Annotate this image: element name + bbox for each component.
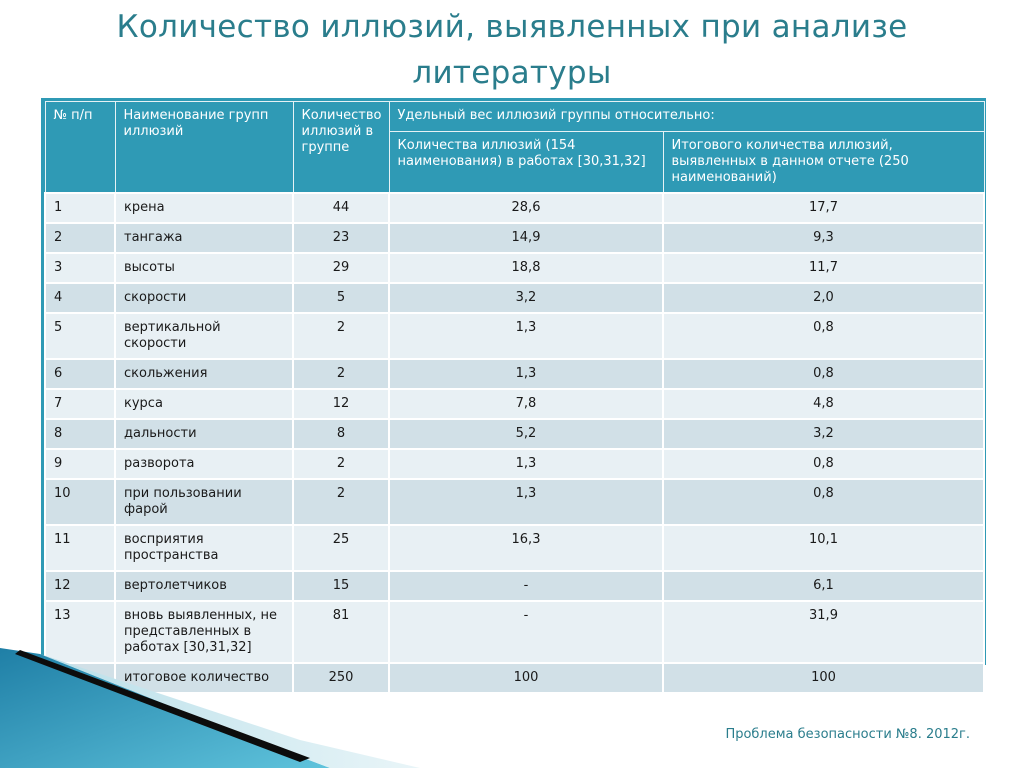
cell-rel1: 14,9 — [389, 223, 663, 253]
cell-name: курса — [115, 389, 293, 419]
illusions-table — [44, 101, 985, 694]
cell-num: 6 — [45, 359, 115, 389]
table-row — [45, 525, 984, 571]
header-rel1: Количества иллюзий (154 наименования) в работах [30,31,32] — [389, 132, 663, 194]
cell-count: 29 — [293, 253, 389, 283]
slide-title — [0, 4, 1024, 96]
cell-num: 9 — [45, 449, 115, 479]
cell-rel2: 3,2 — [663, 419, 984, 449]
cell-rel1: - — [389, 601, 663, 663]
table-body — [45, 193, 984, 693]
cell-num: 8 — [45, 419, 115, 449]
cell-num: 2 — [45, 223, 115, 253]
cell-num: 13 — [45, 601, 115, 663]
cell-rel2: 100 — [663, 663, 984, 693]
table-row — [45, 253, 984, 283]
cell-rel2: 4,8 — [663, 389, 984, 419]
cell-rel2: 9,3 — [663, 223, 984, 253]
table-row — [45, 283, 984, 313]
cell-num: 12 — [45, 571, 115, 601]
cell-count: 8 — [293, 419, 389, 449]
cell-count: 5 — [293, 283, 389, 313]
cell-name: высоты — [115, 253, 293, 283]
table-row — [45, 479, 984, 525]
cell-rel1: - — [389, 571, 663, 601]
slide-title-line-2: литературы — [412, 55, 612, 91]
cell-name: дальности — [115, 419, 293, 449]
cell-count: 81 — [293, 601, 389, 663]
cell-count: 250 — [293, 663, 389, 693]
cell-rel2: 0,8 — [663, 313, 984, 359]
cell-rel1: 7,8 — [389, 389, 663, 419]
cell-name: вертикальной скорости — [115, 313, 293, 359]
table-row — [45, 223, 984, 253]
cell-rel1: 5,2 — [389, 419, 663, 449]
table-row — [45, 419, 984, 449]
cell-rel2: 10,1 — [663, 525, 984, 571]
cell-count: 25 — [293, 525, 389, 571]
cell-rel1: 16,3 — [389, 525, 663, 571]
cell-rel1: 1,3 — [389, 313, 663, 359]
table-row — [45, 193, 984, 223]
slide-title-line-1: Количество иллюзий, выявленных при анализе — [116, 9, 908, 45]
cell-count: 2 — [293, 449, 389, 479]
cell-rel1: 28,6 — [389, 193, 663, 223]
cell-count: 2 — [293, 313, 389, 359]
illusions-table-container — [41, 98, 986, 685]
cell-rel2: 0,8 — [663, 359, 984, 389]
cell-num: 11 — [45, 525, 115, 571]
cell-name: при пользовании фарой — [115, 479, 293, 525]
cell-rel2: 0,8 — [663, 449, 984, 479]
table-row — [45, 389, 984, 419]
header-num: № п/п — [45, 102, 115, 194]
cell-count: 2 — [293, 359, 389, 389]
cell-num: 3 — [45, 253, 115, 283]
footer-caption: Проблема безопасности №8. 2012г. — [725, 727, 970, 742]
cell-name: разворота — [115, 449, 293, 479]
cell-rel1: 100 — [389, 663, 663, 693]
decorative-swoosh — [0, 640, 420, 768]
cell-name: вертолетчиков — [115, 571, 293, 601]
cell-count: 44 — [293, 193, 389, 223]
table-row — [45, 359, 984, 389]
cell-num: 4 — [45, 283, 115, 313]
cell-name: восприятия пространства — [115, 525, 293, 571]
cell-name: крена — [115, 193, 293, 223]
cell-count: 12 — [293, 389, 389, 419]
cell-rel1: 1,3 — [389, 479, 663, 525]
cell-name: тангажа — [115, 223, 293, 253]
cell-rel2: 31,9 — [663, 601, 984, 663]
header-name: Наименование групп иллюзий — [115, 102, 293, 194]
cell-rel1: 3,2 — [389, 283, 663, 313]
cell-rel1: 18,8 — [389, 253, 663, 283]
cell-rel2: 17,7 — [663, 193, 984, 223]
cell-rel2: 11,7 — [663, 253, 984, 283]
cell-num: 5 — [45, 313, 115, 359]
cell-name: скорости — [115, 283, 293, 313]
cell-rel2: 2,0 — [663, 283, 984, 313]
table-row — [45, 313, 984, 359]
cell-rel2: 6,1 — [663, 571, 984, 601]
cell-count: 15 — [293, 571, 389, 601]
cell-count: 2 — [293, 479, 389, 525]
cell-num: 7 — [45, 389, 115, 419]
table-row — [45, 449, 984, 479]
cell-rel1: 1,3 — [389, 449, 663, 479]
cell-name: скольжения — [115, 359, 293, 389]
cell-num: 10 — [45, 479, 115, 525]
header-count: Количество иллюзий в группе — [293, 102, 389, 194]
header-relative: Удельный вес иллюзий группы относительно: — [389, 102, 984, 132]
cell-rel1: 1,3 — [389, 359, 663, 389]
cell-name: итоговое количество — [115, 663, 293, 693]
table-row — [45, 571, 984, 601]
header-rel2: Итогового количества иллюзий, выявленных в данном отчете (250 наименований) — [663, 132, 984, 194]
cell-num: 1 — [45, 193, 115, 223]
cell-name: вновь выявленных, не представленных в работах [30,31,32] — [115, 601, 293, 663]
cell-rel2: 0,8 — [663, 479, 984, 525]
cell-count: 23 — [293, 223, 389, 253]
